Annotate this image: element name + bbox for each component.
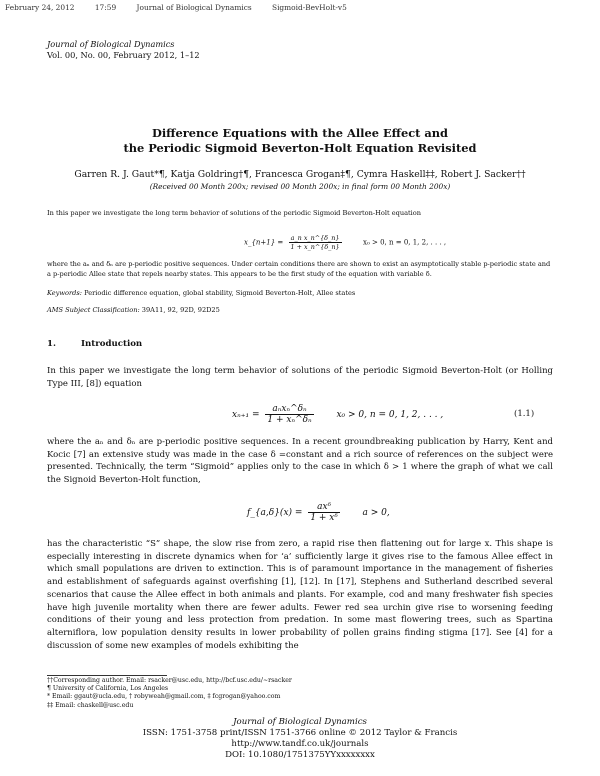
received-dates: (Received 00 Month 200x; revised 00 Month 200x; in final form 00 Month 200x) [149,182,451,191]
eq2-condition: a > 0, [362,508,390,518]
masthead-volume: Vol. 00, No. 00, February 2012, 1–12 [47,50,200,60]
section-title: Introduction [80,339,143,349]
ams-label: AMS Subject Classification: [47,306,140,314]
equation-1-1 [232,404,443,425]
author-list: Garren R. J. Gaut*¶, Katja Goldring†¶, Francesca Grogan‡¶, Cymra Haskell‡‡, Robert J. Sacker†† [74,169,526,180]
abstract-eq-condition: x₀ > 0, n = 0, 1, 2, . . . , [363,238,447,247]
header-journal: Journal of Biological Dynamics [136,3,252,12]
eq2-fraction [308,502,339,523]
footer-journal: Journal of Biological Dynamics [233,717,367,727]
footnote-emails: * Email: ggaut@ucla.edu, † robyweah@gmail.com, ‡ fcgrogan@yahoo.com [47,693,281,700]
section-number: 1. [47,339,56,349]
keywords [47,288,553,298]
eq2-lhs: f_{a,δ}(x) = [247,508,303,518]
header-file: Sigmoid-BevHolt-v5 [272,3,347,12]
paper-title-line2: the Periodic Sigmoid Beverton-Holt Equation Revisited [123,141,477,155]
eq2-denominator: 1 + xᵟ [310,513,338,523]
equation-number: (1.1) [514,409,535,419]
footnote-rule [47,675,167,676]
abstract-para1: In this paper we investigate the long term behavior of solutions of the periodic Sigmoid Beverton-Holt equation [47,209,421,217]
masthead-journal: Journal of Biological Dynamics [47,39,175,49]
body-para1: In this paper we investigate the long term behavior of solutions of the periodic Sigmoid Beverton-Holt (or Holling Type III, [8]) equation [47,366,553,389]
ams-codes: 39A11, 92, 92D, 92D25 [141,306,220,314]
abstract-para2: where the aₙ and δₙ are p-periodic positive sequences. Under certain conditions there are shown to exist an asymptotically stable p-periodic state and a p-periodic Allee state that repels nearby states. This appears to be the first study of the equation with variable δ. [47,260,551,278]
footer-url[interactable]: http://www.tandf.co.uk/journals [231,739,369,749]
body-para3: has the characteristic “S” shape, the slow rise from zero, a rapid rise then flattening out for large x. This shape is especially interesting in discrete dynamics when for ‘a’ sufficiently large it gives rise to the famous Allee effect in which small populations are driven to extinction. This is of paramount importance in the management of fisheries and establishment of safeguards against overfishing [1], [12]. In [17], Stephens and Sutherland described several scenarios that cause the Allee effect in both animals and plants. For example, cod and many freshwater fish species have high juvenile mortality when there are fewer adults. Fewer red sea urchin give rise to worsening feeding conditions of their young and less protection from predation. In some mast flowering trees, such as Spartina alterniflora, low population density results in lower probability of pollen grains finding stigma [17]. See [4] for a discussion of some new examples of models exhibiting the [47,539,553,651]
abstract-equation [244,234,446,251]
abstract-eq-lhs: x_{n+1} = [244,238,284,247]
header-date: February 24, 2012 [5,3,75,12]
eq1-lhs: xₙ₊₁ = [232,410,260,420]
body-para2: where the aₙ and δₙ are p-periodic positive sequences. In a recent groundbreaking publication by Harry, Kent and Kocic [7] an extensive study was made in the case δ =constant and a rich source of references on the subject were presented. Technically, the term “Sigmoid” applies only to the case in which δ > 1 where the graph of what we call the Signoid Beverton-Holt function, [47,437,553,486]
eq1-condition: x₀ > 0, n = 0, 1, 2, . . . , [336,410,444,420]
section-heading [47,339,142,349]
abstract-eq-denominator: 1 + x_n^{δ_n} [290,243,340,251]
footer-issn: ISSN: 1751-3758 print/ISSN 1751-3766 online © 2012 Taylor & Francis [142,728,458,738]
abstract-eq-numerator: a_n x_n^{δ_n} [289,234,342,243]
eq2-numerator: axᵟ [308,502,339,513]
keywords-text: Periodic difference equation, global stability, Sigmoid Beverton-Holt, Allee states [84,289,356,297]
footnote-affiliation: ¶ University of California, Los Angeles [47,685,169,692]
running-header [5,3,365,12]
eq1-numerator: aₙxₙ^δₙ [265,404,313,415]
abstract-eq-fraction [289,234,342,251]
eq1-denominator: 1 + xₙ^δₙ [267,415,312,425]
ams-classification [47,305,553,315]
paper-title-line1: Difference Equations with the Allee Effect and [151,126,449,140]
header-time: 17:59 [94,3,117,12]
footnote-corresponding: ††Corresponding author. Email: rsacker@usc.edu, http://bcf.usc.edu/∼rsacker [47,677,292,684]
eq1-fraction [265,404,313,425]
keywords-label: Keywords: [47,289,82,297]
footer-doi: DOI: 10.1080/1751375YYxxxxxxxx [225,750,375,760]
equation-sigmoid-function [247,502,390,523]
footnote-email-haskell: ‡‡ Email: chaskell@usc.edu [47,702,134,709]
